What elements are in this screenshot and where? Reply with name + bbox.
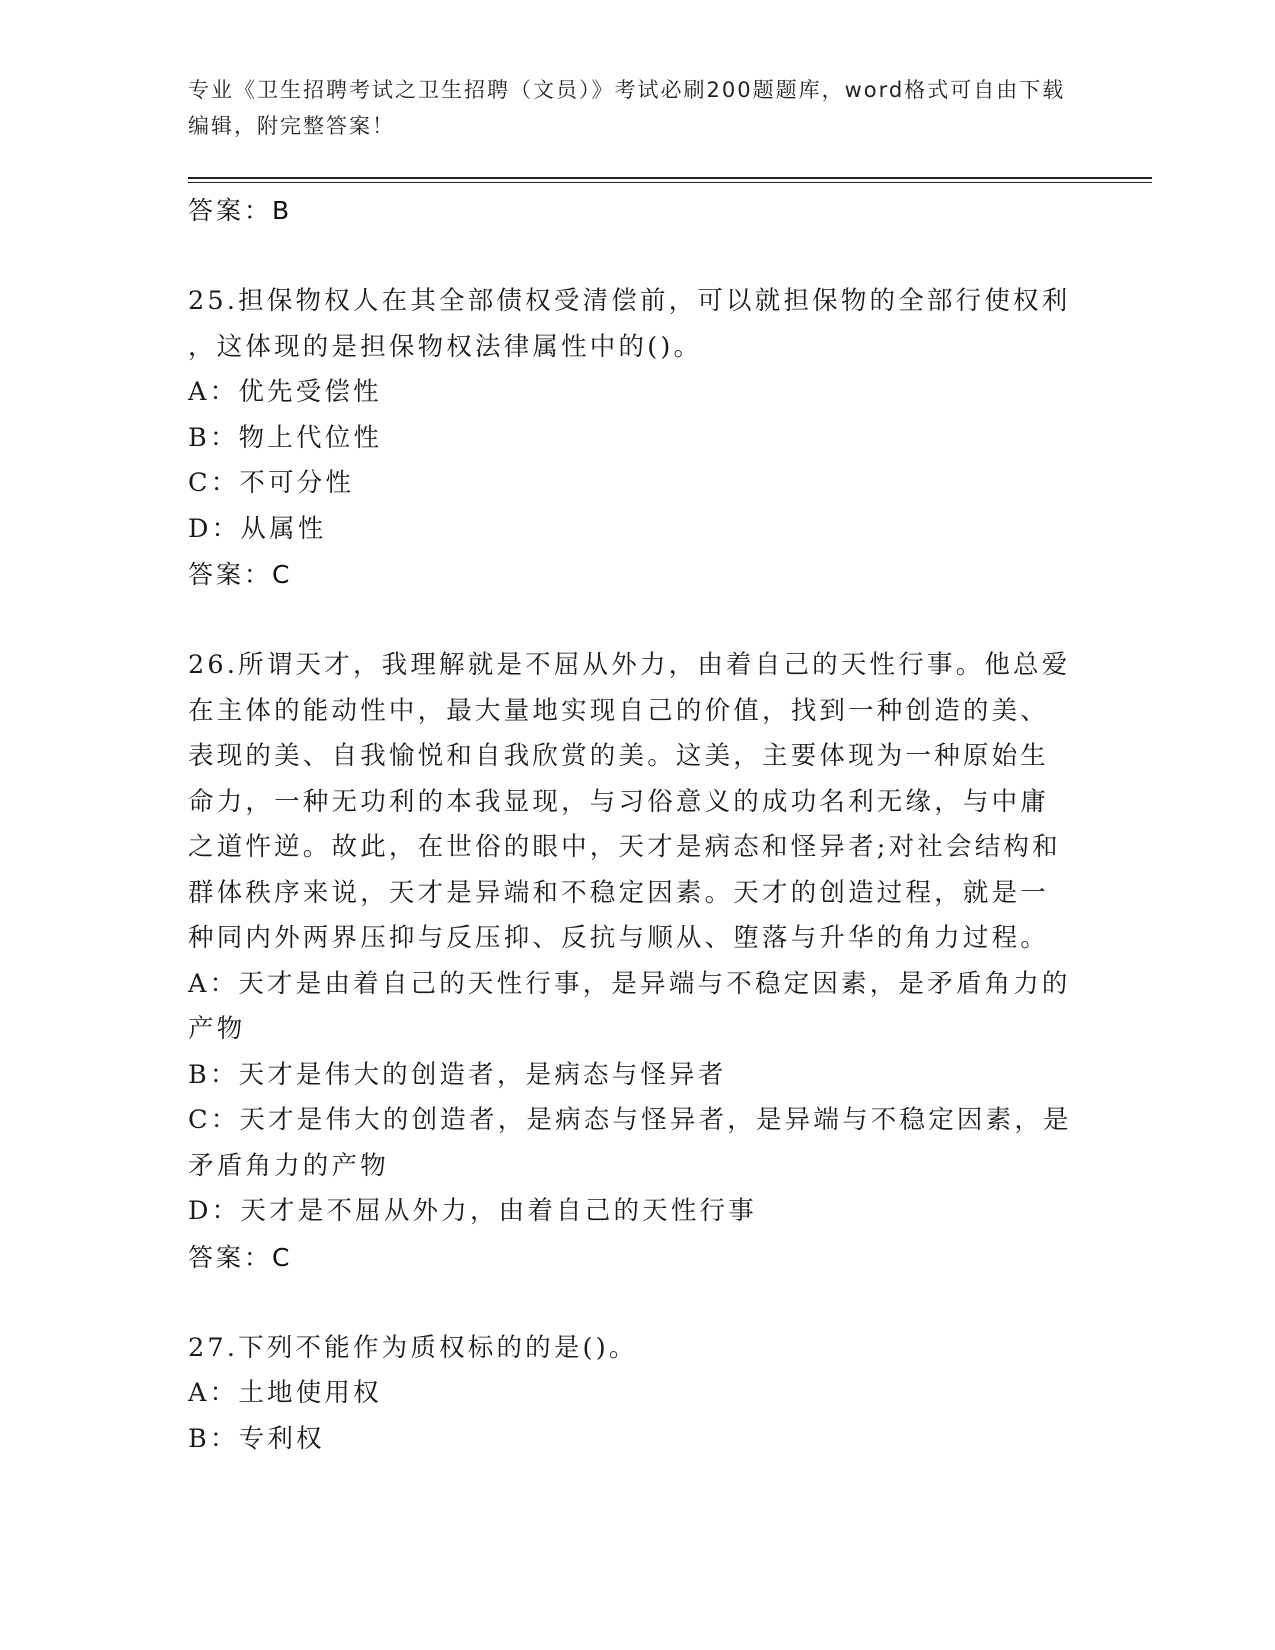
question-27 (188, 1326, 1088, 1463)
option-c: C：不可分性 (188, 468, 355, 498)
option-b: B：物上代位性 (188, 422, 383, 453)
question-stem-line: 26.所谓天才，我理解就是不屈从外力，由着自己的天性行事。他总爱 (188, 650, 1071, 680)
option-a: A：天才是由着自己的天性行事，是异端与不稳定因素，是矛盾角力的 (188, 968, 1071, 999)
answer-line: 答案：B (188, 196, 293, 225)
question-25 (188, 279, 1088, 598)
option-b: B：天才是伟大的创造者，是病态与怪异者 (188, 1059, 727, 1090)
option-d: D：从属性 (188, 513, 327, 544)
answer-line: 答案：C (188, 560, 293, 589)
question-stem-line: 之道忤逆。故此，在世俗的眼中，天才是病态和怪异者;对社会结构和 (188, 832, 1061, 862)
question-stem-line: 25.担保物权人在其全部债权受清偿前，可以就担保物的全部行使权利 (188, 286, 1071, 316)
spacer (188, 234, 1088, 280)
header-divider-thin (188, 182, 1152, 183)
option-a: A：优先受偿性 (188, 377, 382, 407)
spacer (188, 1280, 1088, 1326)
answer-line: 答案：C (188, 1242, 293, 1272)
question-stem-line: 命力，一种无功利的本我显现，与习俗意义的成功名利无缘，与中庸 (188, 786, 1050, 817)
question-stem-line: ，这体现的是担保物权法律属性中的()。 (188, 331, 703, 362)
option-c: C：天才是伟大的创造者，是病态与怪异者，是异端与不稳定因素，是 (188, 1105, 1072, 1135)
question-26 (188, 643, 1088, 1280)
option-a: A：土地使用权 (188, 1378, 382, 1408)
option-b: B：专利权 (188, 1423, 325, 1454)
question-stem-line: 种同内外两界压抑与反压抑、反抗与顺从、堕落与升华的角力过程。 (188, 923, 1050, 953)
question-stem-line: 表现的美、自我愉悦和自我欣赏的美。这美，主要体现为一种原始生 (188, 741, 1050, 771)
header-divider-thick (188, 177, 1152, 179)
question-stem-line: 在主体的能动性中，最大量地实现自己的价值，找到一种创造的美、 (188, 695, 1050, 726)
document-header: 专业《卫生招聘考试之卫生招聘（文员）》考试必刷200题题库，word格式可自由下载编辑，附完整答案！ (188, 78, 1066, 138)
option-d: D：天才是不屈从外力，由着自己的天性行事 (188, 1196, 757, 1226)
spacer (188, 598, 1088, 644)
option-a-continued: 产物 (188, 1014, 246, 1044)
question-stem-line: 27.下列不能作为质权标的的是()。 (188, 1332, 638, 1363)
question-stem-line: 群体秩序来说，天才是异端和不稳定因素。天才的创造过程，就是一 (188, 877, 1050, 908)
document-body (188, 188, 1088, 1462)
option-c-continued: 矛盾角力的产物 (188, 1150, 389, 1181)
